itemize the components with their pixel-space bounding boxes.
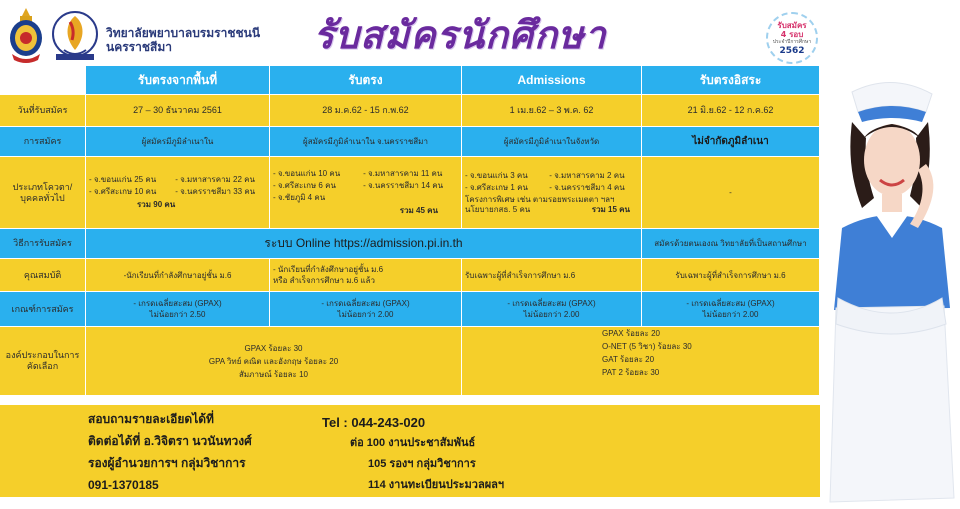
crit-local: - เกรดเฉลี่ยสะสม (GPAX) ไม่น้อยกว่า 2.50 — [86, 292, 270, 326]
list-item: PAT 2 ร้อยละ 30 — [602, 368, 660, 377]
list-item: GPAX ร้อยละ 20 — [602, 329, 660, 338]
apply-admissions: ผู้สมัครมีภูมิลำเนาในจังหวัด — [462, 127, 642, 156]
list-item: - จ.นครราชสีมา 33 คน — [175, 187, 256, 196]
list-item: - จ.ชัยภูมิ 4 คน — [273, 193, 326, 202]
table-row — [0, 229, 820, 259]
school-line2: นครราชสีมา — [106, 40, 172, 54]
badge-line2: 4 รอบ — [780, 30, 804, 39]
list-item: - จ.มหาสารคาม 2 คน — [549, 170, 625, 180]
date-direct: 28 ม.ค.62 - 15 ก.พ.62 — [270, 95, 462, 126]
qual-independent: รับเฉพาะผู้ที่สำเร็จการศึกษา ม.6 — [642, 259, 820, 291]
footer-ask: สอบถามรายละเอียดได้ที่ — [88, 412, 214, 426]
quota-admissions — [462, 157, 642, 228]
crit-admissions: - เกรดเฉลี่ยสะสม (GPAX) ไม่น้อยกว่า 2.00 — [462, 292, 642, 326]
footer-ext2: 105 รองฯ กลุ่มวิชาการ — [368, 458, 476, 470]
row-label-qual: คุณสมบัติ — [0, 259, 86, 291]
comp-right — [462, 327, 820, 395]
quota-direct — [270, 157, 462, 228]
college-logo-icon — [50, 10, 100, 62]
badge-line1: รับสมัคร — [777, 21, 807, 30]
table-row — [0, 292, 820, 327]
qual-direct: - นักเรียนที่กำลังศึกษาอยู่ชั้น ม.6 หรือ สำเร็จการศึกษา ม.6 แล้ว — [270, 259, 462, 291]
date-independent: 21 มิ.ย.62 - 12 ก.ค.62 — [642, 95, 820, 126]
list-item — [363, 193, 458, 203]
royal-emblem-icon — [8, 6, 44, 64]
row-label-crit: เกณฑ์การสมัคร — [0, 292, 86, 326]
crit-direct: - เกรดเฉลี่ยสะสม (GPAX) ไม่น้อยกว่า 2.00 — [270, 292, 462, 326]
apply-direct: ผู้สมัครมีภูมิลำเนาใน จ.นครราชสีมา — [270, 127, 462, 156]
row-label-comp: องค์ประกอบในการคัดเลือก — [0, 327, 86, 395]
table-row — [0, 327, 820, 395]
footer-ext1: ต่อ 100 งานประชาสัมพันธ์ — [350, 437, 476, 449]
qual-local: -นักเรียนที่กำลังศึกษาอยู่ชั้น ม.6 — [86, 259, 270, 291]
method-self: สมัครด้วยตนเองณ วิทยาลัยที่เป็นสถานศึกษา — [642, 229, 820, 258]
quota-direct-total: รวม 45 คน — [399, 206, 438, 215]
comp-left — [86, 327, 462, 395]
col-header-local: รับตรงจากพื้นที่ — [86, 66, 270, 94]
footer-contact: ติดต่อได้ที่ อ.วิจิตรา นวนันทวงศ์ — [88, 434, 252, 448]
quota-independent: - — [642, 157, 820, 228]
col-header-independent: รับตรงอิสระ — [642, 66, 820, 94]
quota-local — [86, 157, 270, 228]
list-item: - จ.มหาสารคาม 11 คน — [363, 169, 443, 178]
footer-tel: Tel : 044-243-020 — [322, 415, 426, 430]
list-item: GPAX ร้อยละ 30 — [244, 343, 303, 353]
date-admissions: 1 เม.ย.62 – 3 พ.ค. 62 — [462, 95, 642, 126]
list-item: - จ.ขอนแก่น 3 คน — [465, 170, 528, 180]
list-item: - จ.มหาสารคาม 22 คน — [175, 175, 255, 184]
list-item: สัมภาษณ์ ร้อยละ 10 — [239, 369, 308, 379]
quota-admissions-extra: โครงการพิเศษ เช่น ตามรอยพระเมตตา ฯลฯ — [465, 194, 615, 204]
school-name — [106, 26, 260, 54]
list-item: - จ.ศรีสะเกษ 10 คน — [89, 187, 157, 196]
list-item: - จ.ศรีสะเกษ 1 คน — [465, 182, 528, 192]
badge-line4: 2562 — [779, 46, 805, 56]
quota-local-total: รวม 90 คน — [137, 200, 176, 209]
page-title: รับสมัครนักศึกษา — [313, 12, 607, 57]
quota-local-list — [89, 175, 266, 197]
list-item: - จ.ขอนแก่น 10 คน — [273, 169, 341, 178]
footer-mobile: 091-1370185 — [88, 478, 159, 492]
quota-admissions-policy: นโยบายกสธ. 5 คน — [465, 204, 531, 214]
qual-admissions: รับเฉพาะผู้ที่สำเร็จการศึกษา ม.6 — [462, 259, 642, 291]
school-line1: วิทยาลัยพยาบาลบรมราชชนนี — [106, 26, 261, 40]
quota-direct-list — [273, 169, 458, 203]
footer-ext3: 114 งานทะเบียนประมวลผลฯ — [368, 479, 505, 491]
quota-admissions-list — [465, 171, 638, 193]
table-row — [0, 259, 820, 292]
admission-table — [0, 66, 820, 395]
quota-admissions-total: รวม 15 คน — [591, 204, 630, 214]
table-row — [0, 95, 820, 127]
table-header-row — [0, 66, 820, 95]
table-row — [0, 157, 820, 229]
list-item: O-NET (5 วิชา) ร้อยละ 30 — [602, 342, 692, 351]
row-label-quota: ประเภทโควตา/ บุคคลทั่วไป — [0, 157, 86, 228]
nurse-photo-icon — [822, 78, 958, 506]
list-item: - จ.ศรีสะเกษ 6 คน — [273, 181, 336, 190]
row-label-date: วันที่รับสมัคร — [0, 95, 86, 126]
list-item: GAT ร้อยละ 20 — [602, 355, 655, 364]
list-item: - จ.นครราชสีมา 14 คน — [363, 181, 444, 190]
list-item: GPA วิทย์ คณิต และอังกฤษ ร้อยละ 20 — [208, 356, 339, 366]
rounds-badge — [766, 12, 818, 64]
col-header-direct: รับตรง — [270, 66, 462, 94]
list-item: - จ.นครราชสีมา 4 คน — [549, 182, 625, 192]
crit-independent: - เกรดเฉลี่ยสะสม (GPAX) ไม่น้อยกว่า 2.00 — [642, 292, 820, 326]
footer-role: รองผู้อำนวยการฯ กลุ่มวิชาการ — [88, 456, 246, 470]
method-online: ระบบ Online https://admission.pi.in.th — [86, 229, 642, 258]
contact-footer — [0, 405, 820, 497]
col-header-admissions: Admissions — [462, 66, 642, 94]
header-corner — [0, 66, 86, 94]
date-local: 27 – 30 ธันวาคม 2561 — [86, 95, 270, 126]
apply-local: ผู้สมัครมีภูมิลำเนาใน — [86, 127, 270, 156]
list-item: - จ.ขอนแก่น 25 คน — [89, 175, 157, 184]
apply-independent: ไม่จำกัดภูมิลำเนา — [642, 127, 820, 156]
table-row — [0, 127, 820, 157]
page-header — [0, 0, 960, 66]
badge-line3: ประจำปีการศึกษา — [772, 39, 812, 45]
row-label-apply: การสมัคร — [0, 127, 86, 156]
row-label-method: วิธีการรับสมัคร — [0, 229, 86, 258]
